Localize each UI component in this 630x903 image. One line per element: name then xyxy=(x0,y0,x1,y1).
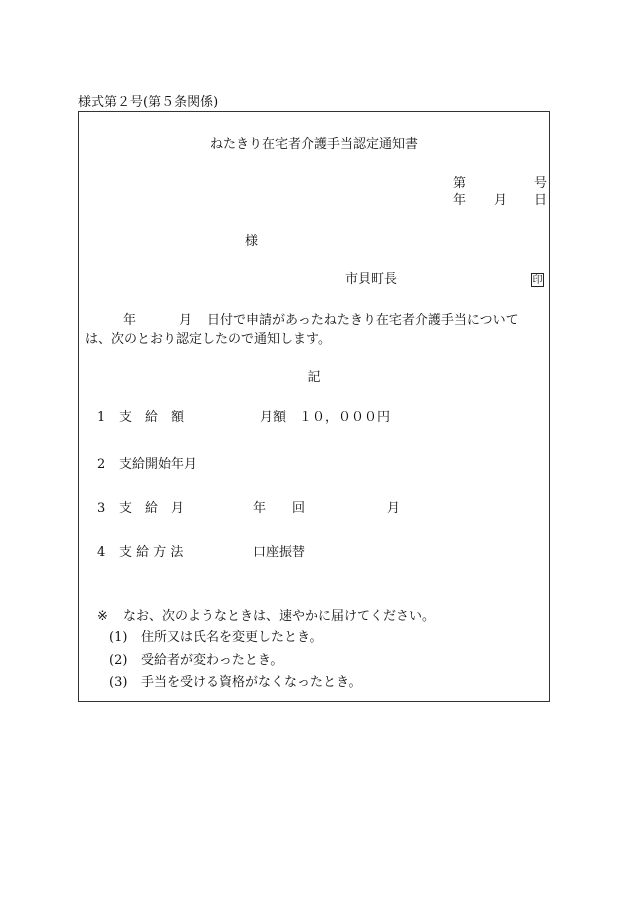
body-line2: は、次のとおり認定したので通知します。 xyxy=(85,332,331,347)
item-value: 月額 １０，０００円 xyxy=(260,410,391,425)
note-item-text: 住所又は氏名を変更したとき。 xyxy=(141,630,323,645)
document-title: ねたきり在宅者介護手当認定通知書 xyxy=(209,137,418,152)
item-value: 口座振替 xyxy=(253,545,306,560)
item-value-nen: 年 xyxy=(253,501,267,516)
document-frame xyxy=(78,111,550,702)
ref-nen: 年 xyxy=(453,193,467,208)
seal-mark xyxy=(531,272,544,288)
recipient-suffix: 様 xyxy=(245,234,259,249)
note-item-text: 手当を受ける資格がなくなったとき。 xyxy=(141,675,362,690)
item-label: 支 給 方 法 xyxy=(119,545,184,560)
body-tsuki: 月 xyxy=(179,313,193,328)
item-number: 1 xyxy=(97,410,106,425)
item-number: 3 xyxy=(97,501,106,516)
form-number: 様式第２号(第５条関係) xyxy=(78,95,219,110)
note-item-number: (1) xyxy=(109,630,128,645)
ref-dai: 第 xyxy=(453,176,467,191)
item-value-kai: 回 xyxy=(292,501,306,516)
seal-icon: 印 xyxy=(532,275,543,286)
item-label: 支 給 額 xyxy=(119,410,185,425)
item-label: 支 給 月 xyxy=(119,501,185,516)
ref-hi: 日 xyxy=(534,193,548,208)
issuer-name: 市貝町長 xyxy=(345,272,398,287)
item-label: 支給開始年月 xyxy=(119,457,198,472)
ki-heading: 記 xyxy=(307,370,321,385)
note-item-number: (2) xyxy=(109,653,128,668)
body-nen: 年 xyxy=(123,313,137,328)
ref-go: 号 xyxy=(534,176,548,191)
item-number: 2 xyxy=(97,457,106,472)
item-number: 4 xyxy=(97,545,106,560)
note-item-text: 受給者が変わったとき。 xyxy=(141,653,284,668)
body-line1: 日付で申請があったねたきり在宅者介護手当について xyxy=(207,313,519,328)
item-value-tsuki: 月 xyxy=(387,501,401,516)
note-text: なお、次のようなときは、速やかに届けてください。 xyxy=(123,609,436,624)
note-item-number: (3) xyxy=(109,675,128,690)
note-mark: ※ xyxy=(97,609,108,624)
ref-tsuki: 月 xyxy=(494,193,508,208)
